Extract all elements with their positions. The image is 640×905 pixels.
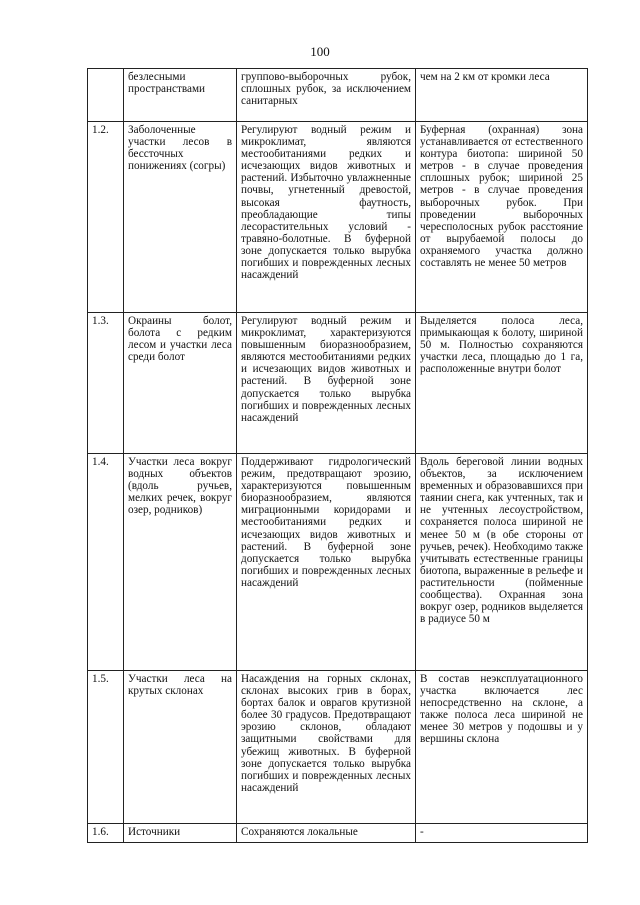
buffer-zone-rule: Буферная (охранная) зона устанавливается от естественного контура биотопа: шириной 50 метров - в случае проведения сплошных рубок; шириной 25 метров - в случае проведения выборочных рубок. При проведении выборочных чересполосных рубок расстояние от вырубаемой полосы до охраняемого участка должно составлять не менее 50 метров xyxy=(416,122,588,313)
biotope-table xyxy=(87,68,588,843)
biotope-name: Окраины болот, болота с редким лесом и участки леса среди болот xyxy=(124,313,237,454)
biotope-name: безлесными пространствами xyxy=(124,69,237,122)
table-row xyxy=(88,454,588,671)
buffer-zone-rule: В состав неэксплуатационного участка включается лес непосредственно на склоне, а также полоса леса шириной не менее 30 метров у подошвы и у вершины склона xyxy=(416,671,588,824)
table-row xyxy=(88,69,588,122)
biotope-name: Источники xyxy=(124,824,237,843)
row-number: 1.3. xyxy=(88,313,124,454)
table-row xyxy=(88,824,588,843)
buffer-zone-rule: Вдоль береговой линии водных объектов, за исключением временных и образовавшихся при таянии снега, как учтенных, так и не учтенных лесоустройством, сохраняется полоса шириной не менее 50 м (в обе стороны от ручьев, речек). Необходимо также учитывать естественные границы биотопа, выраженные в рельефе и растительности (пойменные сообщества). Охранная зона вокруг озер, родников выделяется в радиусе 50 м xyxy=(416,454,588,671)
biotope-name: Участки леса вокруг водных объектов (вдоль ручьев, мелких речек, вокруг озер, родников) xyxy=(124,454,237,671)
row-number: 1.2. xyxy=(88,122,124,313)
biotope-description: Регулируют водный режим и микроклимат, являются местообитаниями редких и исчезающих видов животных и растений. Избыточно увлажненные почвы, угнетенный древостой, высокая фаутность, преобладающие типы лесорастительных условий - травяно-болотные. В буферной зоне допускается только вырубка погибших и поврежденных лесных насаждений xyxy=(237,122,416,313)
biotope-name: Участки леса на крутых склонах xyxy=(124,671,237,824)
buffer-zone-rule: чем на 2 км от кромки леса xyxy=(416,69,588,122)
biotope-description: Сохраняются локальные xyxy=(237,824,416,843)
row-number xyxy=(88,69,124,122)
table-row xyxy=(88,671,588,824)
row-number: 1.6. xyxy=(88,824,124,843)
page-number: 100 xyxy=(310,44,330,59)
buffer-zone-rule: Выделяется полоса леса, примыкающая к болоту, шириной 50 м. Полностью сохраняются участки леса, площадью до 1 га, расположенные внутри болот xyxy=(416,313,588,454)
table-row xyxy=(88,313,588,454)
row-number: 1.4. xyxy=(88,454,124,671)
biotope-description: группово-выборочных рубок, сплошных рубок, за исключением санитарных xyxy=(237,69,416,122)
biotope-name: Заболоченные участки лесов в бессточных понижениях (согры) xyxy=(124,122,237,313)
table-row xyxy=(88,122,588,313)
biotope-description: Насаждения на горных склонах, склонах высоких грив в борах, бортах балок и оврагов крутизной более 30 градусов. Предотвращают эрозию склонов, обладают защитными свойствами для убежищ животных. В буферной зоне допускается только вырубка погибших и поврежденных лесных насаждений xyxy=(237,671,416,824)
biotope-description: Регулируют водный режим и микроклимат, характеризуются повышенным биоразнообразием, являются местообитаниями редких и исчезающих видов животных и растений. В буферной зоне допускается только вырубка погибших и поврежденных лесных насаждений xyxy=(237,313,416,454)
row-number: 1.5. xyxy=(88,671,124,824)
biotope-description: Поддерживают гидрологический режим, предотвращают эрозию, характеризуются повышенным биоразнообразием, являются миграционными коридорами и местообитаниями редких и исчезающих видов животных и растений. В буферной зоне допускается только вырубка погибших и поврежденных лесных насаждений xyxy=(237,454,416,671)
buffer-zone-rule: - xyxy=(416,824,588,843)
